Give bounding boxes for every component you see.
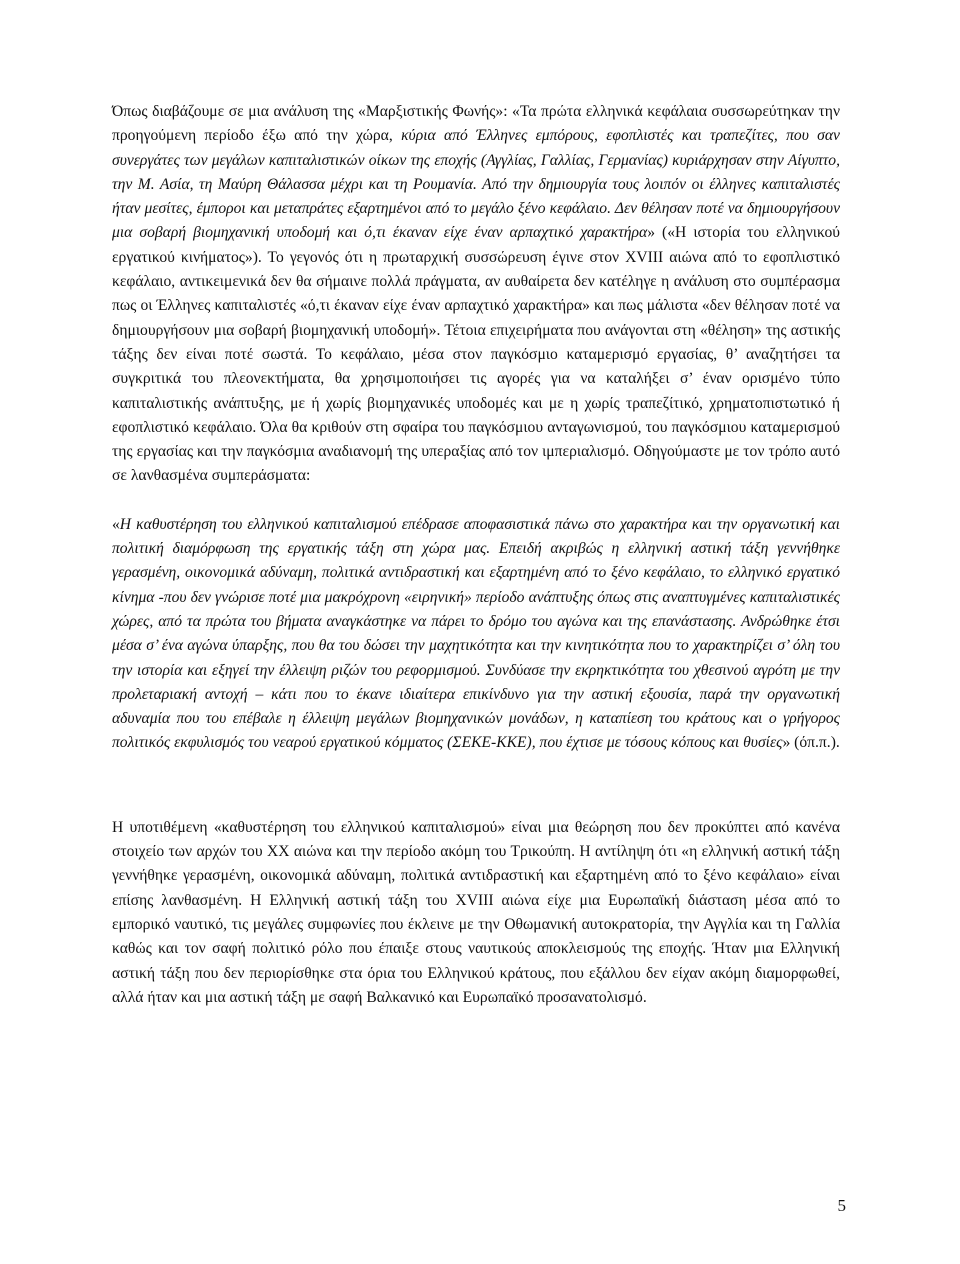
paragraph-marxist-voice-analysis xyxy=(112,100,840,489)
italic-quote: Η καθυστέρηση του ελληνικού καπιταλισμού επέδρασε αποφασιστικά πάνω στο χαρακτήρα και την οργανωτική και πολιτική διαμόρφωση της εργατικής τάξη στη χώρα μας. Επειδή ακριβώς η ελληνική αστική τάξη γεννήθηκε γερασμένη, οικονομικά αδύναμη, πολιτικά αντιδραστική και εξαρτημένη από το ξένο κεφάλαιο, το ελληνικό εργατικό κίνημα -που δεν γνώρισε ποτέ μια μακρόχρονη «ειρηνική» περίοδο ανάπτυξης όπως στις αναπτυγμένες καπιταλιστικές χώρες, από τα πρώτα του βήματα αναγκάστηκε να πάρει το δρόμο του αγώνα και της επανάστασης. Ανδρώθηκε έτσι μέσα σ’ ένα αγώνα ύπαρξης, που θα του δώσει την μαχητικότητα και την κινητικότητα που το χαρακτηρίζει σ’ όλη του την ιστορία και εξηγεί την έλλειψη ριζών του ρεφορμισμού. Συνδύασε την εκρηκτικότητα του χθεσινού αγρότη με την προλεταριακή αντοχή – κάτι που το έκανε ιδιαίτερα επικίνδυνο για την αστική εξουσία, παρά την οργανωτική αδυναμία που του επέβαλε η έλλειψη μεγάλων βιομηχανικών μονάδων, η καταπίεση του κράτους και ο γρήγορος πολιτικός εκφυλισμός του νεαρού εργατικού κόμματος (ΣΕΚΕ-ΚΚΕ), που έχτισε με τόσους κόπους και θυσίες xyxy=(112,515,840,752)
paragraph-block-quote xyxy=(112,513,840,756)
paragraph-rebuttal xyxy=(112,816,840,1010)
continuation-text: » («Η ιστορία του ελληνικού εργατικού κινήματος»). Το γεγονός ότι η πρωταρχική συσσώρευση έγινε στον XVIII αιώνα από το εφοπλιστικό κεφάλαιο, αντικειμενικά δεν θα σήμαινε πολλά πράγματα, αν αυθαίρετα δεν κατέληγε η ανάλυση στο συμπέρασμα πως οι Έλληνες καπιταλιστές «ό,τι έκαναν είχε έναν αρπαχτικό χαρακτήρα» και πως μάλιστα «δεν θέλησαν ποτέ να δημιουργήσουν μια σοβαρή βιομηχανική υποδομή». Τέτοια επιχειρήματα που ανάγονται στη «θέληση» της αστικής τάξης δεν είναι ποτέ σωστά. Το κεφάλαιο, μέσα στον παγκόσμιο καταμερισμό εργασίας, θ’ αναζητήσει τα συγκριτικά του πλεονεκτήματα, θα χρησιμοποιήσει τις αγορές για να καταλήξει σ’ έναν ορισμένο τύπο καπιταλιστικής ανάπτυξης, με ή χωρίς βιομηχανικές υποδομές και με η χωρίς τραπεζίτικό, χρηματοπιστωτικό ή εφοπλιστικό κεφάλαιο. Όλα θα κριθούν στη σφαίρα του παγκόσμιου ανταγωνισμού, του παγκόσμιου καταμερισμού της εργασίας και την παγκόσμια αναδιανομή της υπεραξίας από τον ιμπεριαλισμό. Οδηγούμαστε με τον τρόπο αυτό σε λανθασμένα συμπεράσματα: xyxy=(112,224,840,485)
spacer xyxy=(112,489,840,513)
quote-open-mark: « xyxy=(112,515,120,533)
italic-quote: κύρια από Έλληνες εμπόρους, εφοπλιστές και τραπεζίτες, που σαν συνεργάτες των μεγάλων καπιταλιστικών οίκων της εποχής (Αγγλίας, Γαλλίας, Γερμανίας) κυριάρχησαν στην Αίγυπτο, την Μ. Ασία, τη Μαύρη Θάλασσα μέχρι και τη Ρουμανία. Από την δημιουργία τους λοιπόν οι έλληνες καπιταλιστές ήταν μεσίτες, έμποροι και μεταπράτες εξαρτημένοι από το μεγάλο ξένο κεφάλαιο. Δεν θέλησαν ποτέ να δημιουργήσουν μια σοβαρή βιομηχανική υποδομή και ό,τι έκαναν είχε έναν αρπαχτικό χαρακτήρα xyxy=(112,127,840,242)
document-page xyxy=(112,100,840,1010)
paragraph-text xyxy=(112,513,840,756)
citation-text: » (όπ.π.). xyxy=(782,734,840,752)
intro-text: Όπως διαβάζουμε σε μια ανάλυση της «Μαρξιστικής Φωνής»: «Τα πρώτα ελληνικά κεφάλαια συσσωρεύτηκαν την προηγούμενη περίοδο έξω από την χώρα, xyxy=(112,103,840,145)
page-number: 5 xyxy=(837,1196,846,1215)
spacer xyxy=(112,756,840,816)
paragraph-text: Η υποτιθέμενη «καθυστέρηση του ελληνικού καπιταλισμού» είναι μια θεώρηση που δεν προκύπτει από κανένα στοιχείο των αρχών του XX αιώνα και την περίοδο ακόμη του Τρικούπη. Η αντίληψη ότι «η ελληνική αστική τάξη γεννήθηκε γερασμένη, οικονομικά αδύναμη, πολιτικά αντιδραστική και εξαρτημένη από το ξένο κεφάλαιο» είναι επίσης λανθασμένη. Η Ελληνική αστική τάξη του XVIII αιώνα είχε μια Ευρωπαϊκή διάσταση μέσα από το εμπορικό ναυτικό, τις μεγάλες συμφωνίες που έκλεινε με την Οθωμανική αυτοκρατορία, την Αγγλία και τη Γαλλία καθώς και τον σαφή πολιτικό ρόλο που έπαιξε στους ναυτικούς αποκλεισμούς της εποχής. Ήταν μια Ελληνική αστική τάξη που δεν περιορίσθηκε στα όρια του Ελληνικού κράτους, που εξάλλου δεν είχαν ακόμη διαμορφωθεί, αλλά ήταν και μια αστική τάξη με σαφή Βαλκανικό και Ευρωπαϊκό προσανατολισμό. xyxy=(112,818,840,1006)
paragraph-text xyxy=(112,100,840,489)
